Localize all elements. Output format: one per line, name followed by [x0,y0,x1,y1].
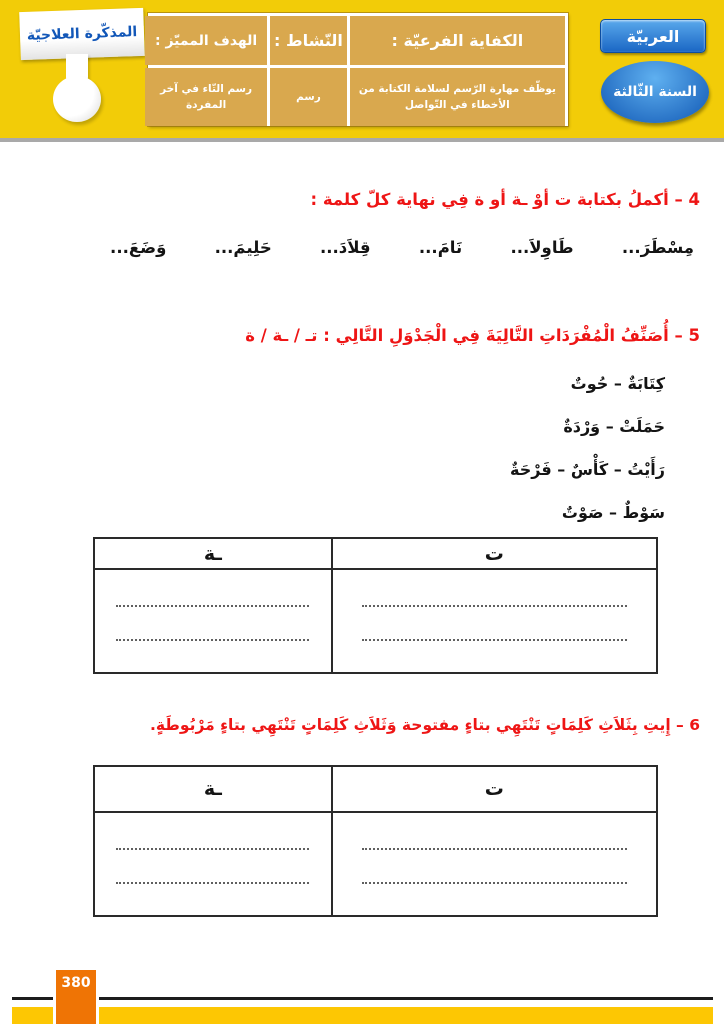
column-header-taa-marbuta: ـة [203,542,222,565]
exercise-4-title: 4 – أكملُ بكتابة ت أوْ ـة أو ة فِي نهاية كلّ كلمة : [310,190,700,209]
grade-level-label: السنة الثّالثة [613,84,697,100]
page-number: 380 [61,975,91,991]
objective-label: الهدف المميّز : [145,16,267,65]
footer-rule [12,997,713,1000]
exercise-4-word: نَامَ... [418,238,463,257]
competency-value: يوظّف مهارة الرّسم لسلامة الكتابة من الأخطاء في التّواصل [350,68,565,126]
exercise-4-word: وَضَعَ... [110,238,167,257]
subject-button[interactable] [600,19,706,53]
column-header-taa-maftuha: ت [331,539,656,568]
answer-line[interactable] [116,605,309,607]
exercise-5-word-line: سَوْطٌ – صَوْتٌ [561,503,665,522]
exercise-5-title: 5 – أُصَنِّفُ الْمُفْرَدَاتِ التَّالِيَةَ فِي الْجَدْوَلِ التَّالِي : تـ / ـة / ة [245,326,700,345]
exercise-4-word: طَاوِلاَ... [510,238,574,257]
memo-pin-ball-icon [53,76,101,122]
header-banner [0,0,724,142]
exercise-5-table-body [95,570,656,672]
column-header-taa-marbuta: ـة [203,778,222,800]
subject-button-label: العربيّة [626,26,680,46]
activity-label: النّشاط : [270,16,347,65]
answer-line[interactable] [362,639,627,641]
exercise-5-word-line: كِتَابَةٌ – حُوتٌ [570,374,665,393]
footer-yellow-bar [12,1007,713,1024]
objective-value: رسم التّاء في آخر المفردة [145,68,267,126]
exercise-4-word: حَلِيمَ... [214,238,272,257]
exercise-5-cell-taa-maftuha [331,570,656,672]
exercise-6-cell-taa-maftuha [331,813,656,915]
answer-line[interactable] [362,848,627,850]
exercise-6-table-body [95,813,656,915]
page-number-badge [53,970,99,1024]
lesson-info-table [148,13,568,126]
exercise-6-answer-table [93,765,658,917]
exercise-4-word-row [110,238,694,257]
exercise-6-cell-taa-marbuta [95,813,331,915]
exercise-4-word: مِسْطَرَ... [621,238,694,257]
exercise-4-word: قِلاَدَ... [320,238,371,257]
answer-line[interactable] [116,848,309,850]
exercise-5-table-header [95,539,656,570]
answer-line[interactable] [116,882,309,884]
exercise-5-word-list [510,362,665,534]
exercise-6-title: 6 – إِيتِ بِثَلاَثِ كَلِمَاتٍ تَنْتَهِي بتاءٍ مفتوحة وَثَلاَثِ كَلِمَاتٍ تَنْتَهِي بتاءٍ مَرْبُوطَةٍ. [150,716,700,734]
activity-value: رسم [270,68,347,126]
exercise-5-word-line: حَمَلَتْ – وَرْدَةٌ [563,417,665,436]
competency-label: الكفاية الفرعيّة : [350,16,565,65]
exercise-6-table-header [95,767,656,813]
remedial-memo-badge [19,8,145,60]
exercise-5-word-line: رَأَيْتُ – كَأْسٌ – فَرْحَةٌ [510,460,665,479]
exercise-5-answer-table [93,537,658,674]
column-header-taa-maftuha: ت [331,767,656,811]
answer-line[interactable] [116,639,309,641]
answer-line[interactable] [362,882,627,884]
remedial-memo-label: المذكّرة العلاجيّة [26,24,138,44]
grade-level-button[interactable] [601,61,709,123]
answer-line[interactable] [362,605,627,607]
exercise-5-cell-taa-marbuta [95,570,331,672]
